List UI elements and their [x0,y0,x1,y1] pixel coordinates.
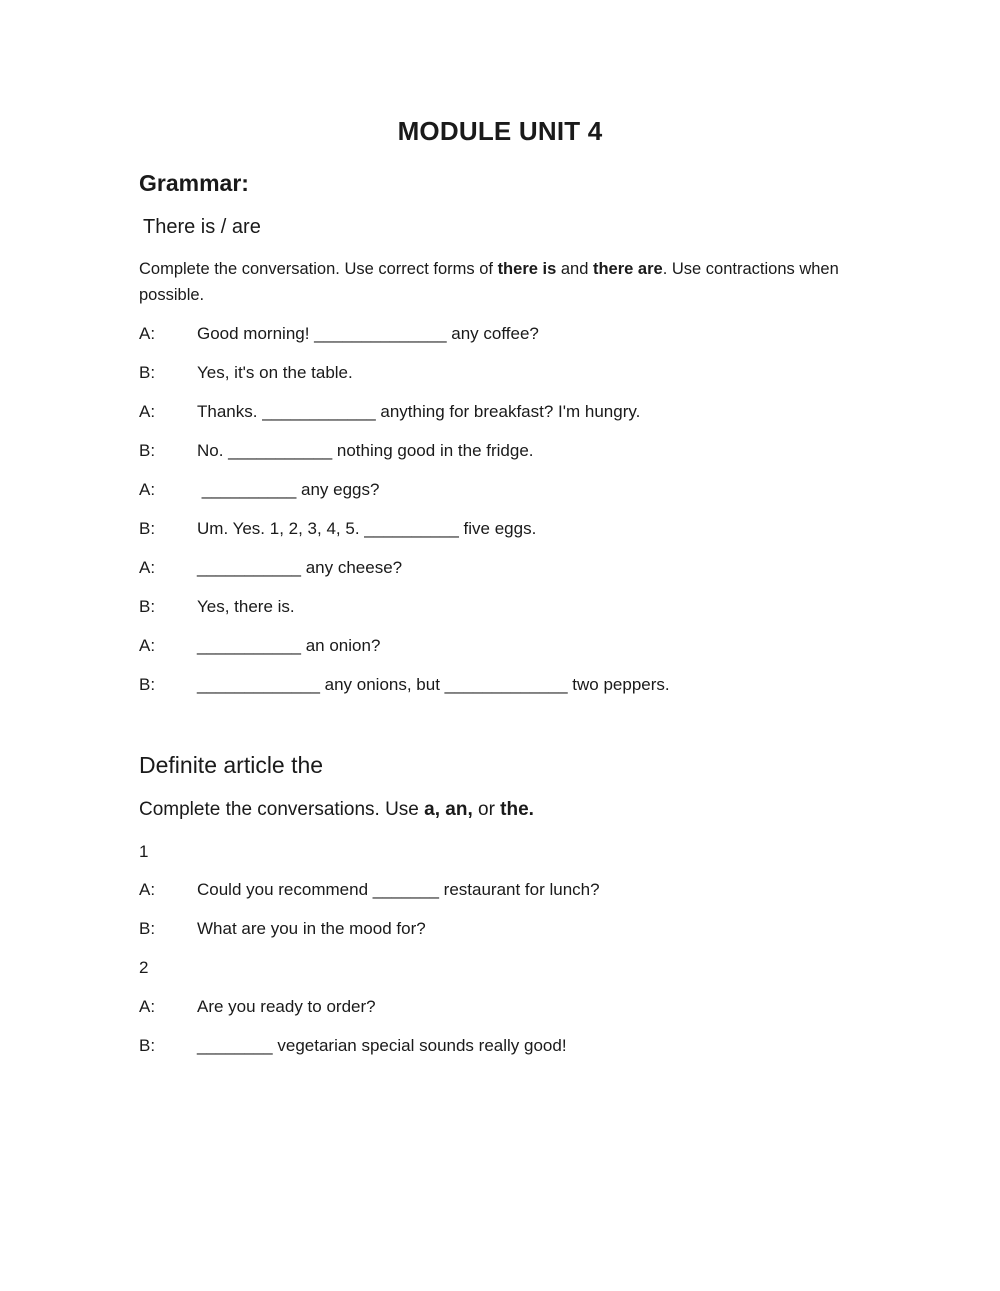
grammar-heading: Grammar: [139,170,249,196]
speaker-label: A: [139,324,156,343]
section2-instruction: Complete the conversations. Use a, an, or the. [139,799,534,820]
speaker-label: A: [139,402,156,421]
speaker-label: A: [139,558,156,577]
line-text: Could you recommend _______ restaurant for lunch? [197,880,600,899]
line-text: ___________ any cheese? [197,558,403,577]
dialogue-line [139,401,640,423]
dialogue-line [139,362,353,384]
speaker-label: A: [139,997,156,1016]
section1-subtitle: There is / are [143,216,261,238]
dialogue-line [139,918,426,940]
speaker-label: B: [139,519,156,538]
speaker-label: A: [139,636,156,655]
speaker-label: B: [139,441,156,460]
speaker-label: B: [139,919,156,938]
dialogue-line [139,674,670,696]
line-text: ___________ an onion? [197,636,381,655]
line-text: _____________ any onions, but _____________ two peppers. [197,675,670,694]
dialogue-line [139,596,295,618]
dialogue-line [139,479,379,501]
exercise-number: 2 [139,958,149,977]
line-text: Yes, there is. [197,597,295,616]
section2-subtitle: Definite article the [139,752,324,778]
page-title: MODULE UNIT 4 [397,116,603,146]
dialogue-line [139,635,380,657]
line-text: __________ any eggs? [197,480,380,499]
line-text: Yes, it's on the table. [197,363,353,382]
speaker-label: A: [139,480,156,499]
speaker-label: B: [139,675,156,694]
dialogue-line [139,557,402,579]
dialogue-line [139,323,539,345]
dialogue-line [139,440,534,462]
speaker-label: A: [139,880,156,899]
line-text: ________ vegetarian special sounds really good! [197,1036,567,1055]
section1-instruction: Complete the conversation. Use correct forms of there is and there are. Use contractions when possible. [139,260,839,304]
line-text: No. ___________ nothing good in the fridge. [197,441,534,460]
line-text: What are you in the mood for? [197,919,426,938]
line-text: Good morning! ______________ any coffee? [197,324,539,343]
dialogue-line [139,996,376,1018]
line-text: Thanks. ____________ anything for breakfast? I'm hungry. [197,402,641,421]
dialogue-line [139,518,536,540]
speaker-label: B: [139,597,156,616]
dialogue-line [139,879,600,901]
exercise-number: 1 [139,842,149,861]
speaker-label: B: [139,363,156,382]
line-text: Are you ready to order? [197,997,376,1016]
dialogue-line [139,1035,567,1057]
line-text: Um. Yes. 1, 2, 3, 4, 5. __________ five eggs. [197,519,537,538]
speaker-label: B: [139,1036,156,1055]
